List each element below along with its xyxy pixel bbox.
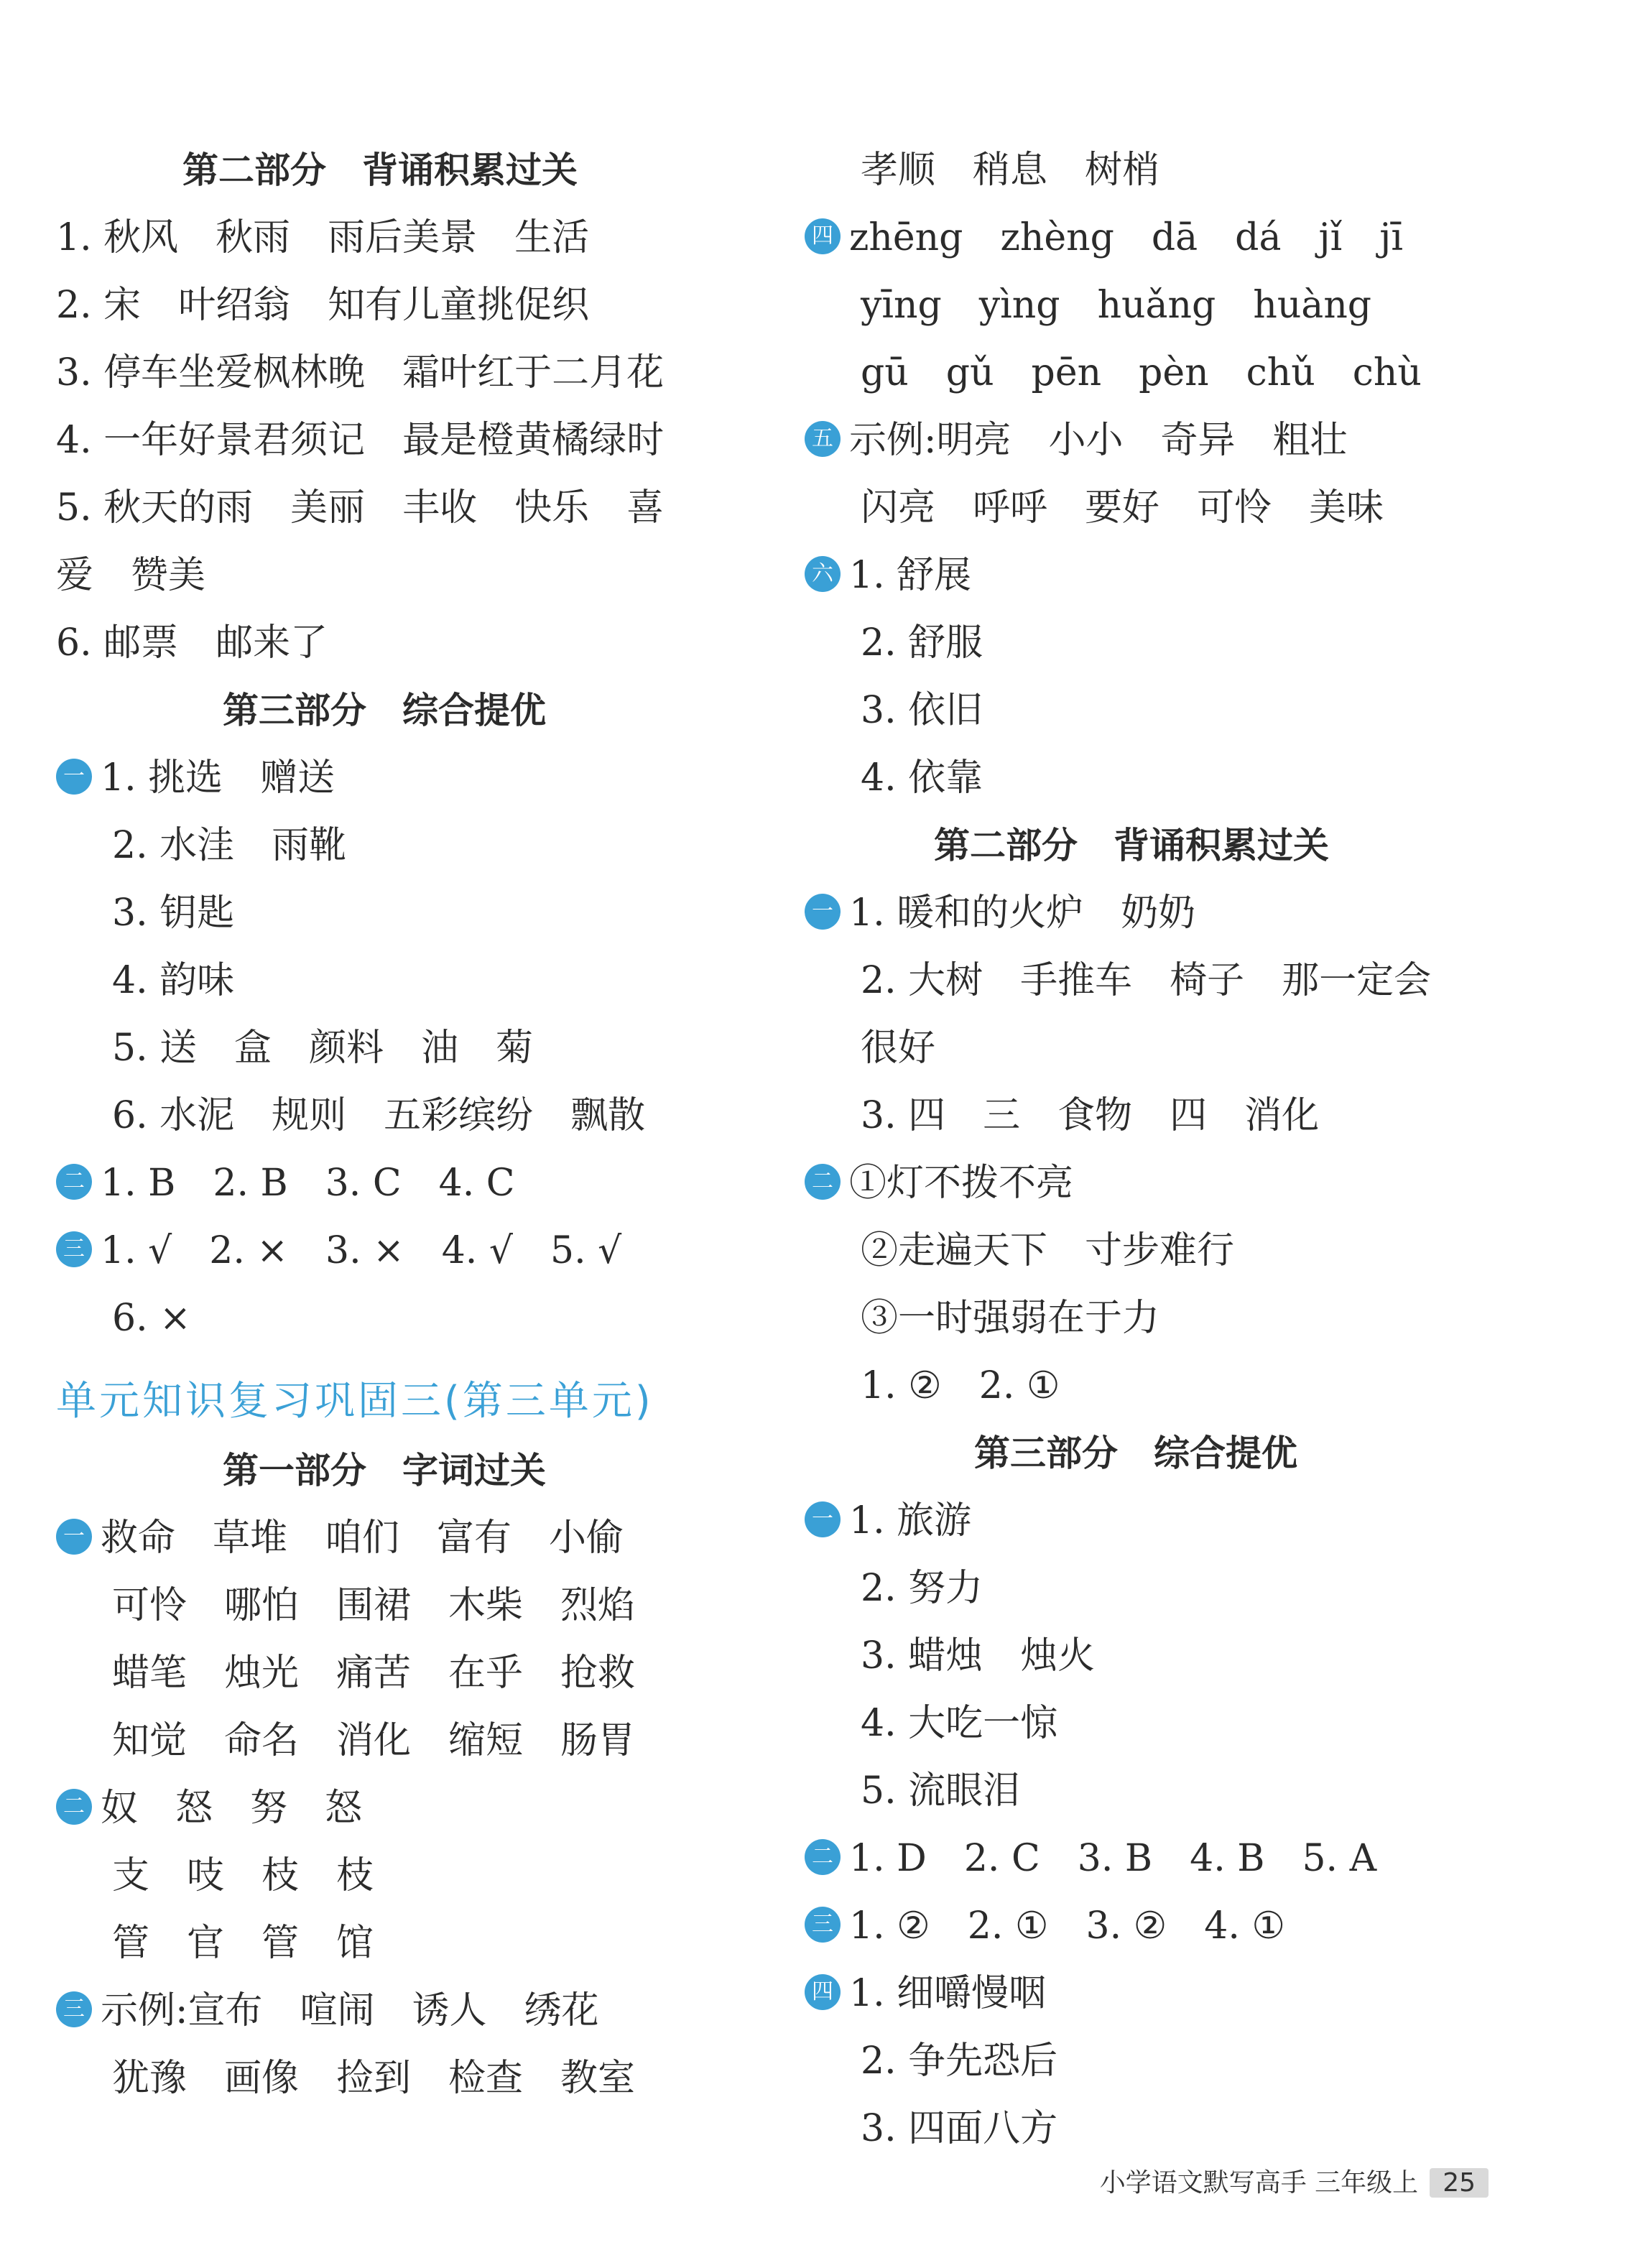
answer-line xyxy=(805,1892,1537,1960)
answer-text: ①灯不拨不亮 xyxy=(849,1162,1074,1205)
answer-line: 2. 大树 手推车 椅子 那一定会 xyxy=(861,959,1432,1002)
answer-line: 支 吱 枝 枝 xyxy=(112,1854,374,1897)
question-badge: 二 xyxy=(805,1839,841,1875)
answer-text: 示例:宣布 喧闹 诱人 绣花 xyxy=(101,1989,599,2032)
answer-text: 1. 细嚼慢咽 xyxy=(849,1972,1047,2015)
answer-line: yīng yìng huǎng huàng xyxy=(861,284,1372,327)
answer-line: gū gǔ pēn pèn chǔ chù xyxy=(861,351,1422,394)
answer-line: 蜡笔 烛光 痛苦 在乎 抢救 xyxy=(112,1652,636,1695)
answer-line: 4. 一年好景君须记 最是橙黄橘绿时 xyxy=(56,419,665,462)
answer-line: 5. 秋天的雨 美丽 丰收 快乐 喜 xyxy=(56,486,665,529)
answer-line xyxy=(56,1149,774,1217)
answer-line xyxy=(56,1504,774,1572)
answer-line: 3. 蜡烛 烛火 xyxy=(861,1634,1096,1677)
answer-line: 6. × xyxy=(112,1297,191,1340)
answer-text: 1. 旅游 xyxy=(849,1499,972,1542)
answer-text: 1. √ 2. × 3. × 4. √ 5. √ xyxy=(101,1229,622,1272)
left-column xyxy=(56,136,774,2112)
answer-line: 4. 依靠 xyxy=(861,756,983,800)
answer-line: 可怜 哪怕 围裙 木柴 烈焰 xyxy=(112,1584,636,1627)
answer-line: 5. 送 盒 颜料 油 菊 xyxy=(112,1027,534,1070)
question-badge: 三 xyxy=(56,1991,92,2027)
question-badge: 四 xyxy=(805,1974,841,2010)
answer-line: 3. 四 三 食物 四 消化 xyxy=(861,1094,1320,1137)
answer-line: 管 官 管 馆 xyxy=(112,1922,374,1965)
answer-line: 1. ② 2. ① xyxy=(861,1364,1060,1407)
section-heading: 第三部分 综合提优 xyxy=(223,690,546,731)
answer-line xyxy=(805,1149,1537,1217)
section-heading: 第二部分 背诵积累过关 xyxy=(182,149,578,191)
question-badge: 一 xyxy=(56,759,92,795)
answer-line xyxy=(56,744,774,812)
answer-text: zhēng zhèng dā dá jǐ jī xyxy=(849,216,1403,259)
answer-text: 1. 挑选 赠送 xyxy=(101,756,335,800)
answer-text: 救命 草堆 咱们 富有 小偷 xyxy=(101,1517,624,1560)
question-badge: 五 xyxy=(805,421,841,457)
question-badge: 一 xyxy=(56,1519,92,1555)
answer-line xyxy=(805,1960,1537,2027)
answer-line: 2. 水洼 雨靴 xyxy=(112,824,347,867)
question-badge: 二 xyxy=(56,1789,92,1825)
answer-line xyxy=(56,1217,774,1285)
answer-text: 奴 怒 努 怒 xyxy=(101,1787,363,1830)
answer-line: 很好 xyxy=(861,1027,936,1070)
answer-line: ②走遍天下 寸步难行 xyxy=(861,1229,1235,1272)
answer-line: 知觉 命名 消化 缩短 肠胃 xyxy=(112,1719,636,1762)
answer-line: ③一时强弱在于力 xyxy=(861,1297,1160,1340)
question-badge: 二 xyxy=(805,1164,841,1200)
question-badge: 三 xyxy=(805,1907,841,1943)
answer-line: 3. 依旧 xyxy=(861,689,983,732)
book-title: 小学语文默写高手 三年级上 xyxy=(1099,2168,1419,2198)
section-heading: 第一部分 字词过关 xyxy=(223,1450,546,1491)
answer-line xyxy=(805,407,1537,474)
answer-line xyxy=(805,204,1537,272)
answer-line: 2. 舒服 xyxy=(861,621,983,665)
answer-line: 3. 钥匙 xyxy=(112,892,235,935)
answer-line: 5. 流眼泪 xyxy=(861,1769,1021,1813)
section-heading: 第三部分 综合提优 xyxy=(974,1432,1297,1474)
right-column xyxy=(805,136,1537,2162)
section-heading: 第二部分 背诵积累过关 xyxy=(934,825,1329,866)
answer-line: 3. 停车坐爱枫林晚 霜叶红于二月花 xyxy=(56,351,665,394)
answer-line: 2. 努力 xyxy=(861,1567,983,1610)
page-number: 25 xyxy=(1430,2168,1489,2198)
answer-line: 孝顺 稍息 树梢 xyxy=(861,149,1160,192)
answer-line: 4. 韵味 xyxy=(112,959,235,1002)
answer-line: 闪亮 呼呼 要好 可怜 美味 xyxy=(861,486,1384,529)
question-badge: 六 xyxy=(805,556,841,592)
page-footer xyxy=(1100,2162,1489,2199)
answer-text: 1. B 2. B 3. C 4. C xyxy=(101,1162,515,1205)
answer-line xyxy=(805,542,1537,609)
answer-line xyxy=(805,1487,1537,1555)
answer-line xyxy=(56,1977,774,2045)
answer-line: 2. 争先恐后 xyxy=(861,2040,1058,2083)
answer-line: 1. 秋风 秋雨 雨后美景 生活 xyxy=(56,216,590,259)
question-badge: 二 xyxy=(56,1164,92,1200)
question-badge: 三 xyxy=(56,1231,92,1267)
answer-line: 6. 邮票 邮来了 xyxy=(56,621,328,665)
answer-text: 1. D 2. C 3. B 4. B 5. A xyxy=(849,1837,1377,1880)
unit-title: 单元知识复习巩固三(第三单元) xyxy=(56,1378,654,1425)
answer-line: 2. 宋 叶绍翁 知有儿童挑促织 xyxy=(56,284,590,327)
answer-line: 爱 赞美 xyxy=(56,554,206,597)
answer-line: 4. 大吃一惊 xyxy=(861,1702,1058,1745)
question-badge: 一 xyxy=(805,1501,841,1537)
answer-text: 1. 暖和的火炉 奶奶 xyxy=(849,892,1196,935)
answer-line xyxy=(805,1825,1537,1892)
question-badge: 一 xyxy=(805,894,841,930)
answer-line xyxy=(805,879,1537,947)
answer-text: 示例:明亮 小小 奇异 粗壮 xyxy=(849,419,1348,462)
answer-line: 犹豫 画像 捡到 检查 教室 xyxy=(112,2057,636,2100)
answer-text: 1. 舒展 xyxy=(849,554,972,597)
answer-line xyxy=(56,1774,774,1842)
answer-text: 1. ② 2. ① 3. ② 4. ① xyxy=(849,1904,1286,1948)
question-badge: 四 xyxy=(805,218,841,254)
answer-line: 6. 水泥 规则 五彩缤纷 飘散 xyxy=(112,1094,646,1137)
answer-line: 3. 四面八方 xyxy=(861,2107,1058,2150)
